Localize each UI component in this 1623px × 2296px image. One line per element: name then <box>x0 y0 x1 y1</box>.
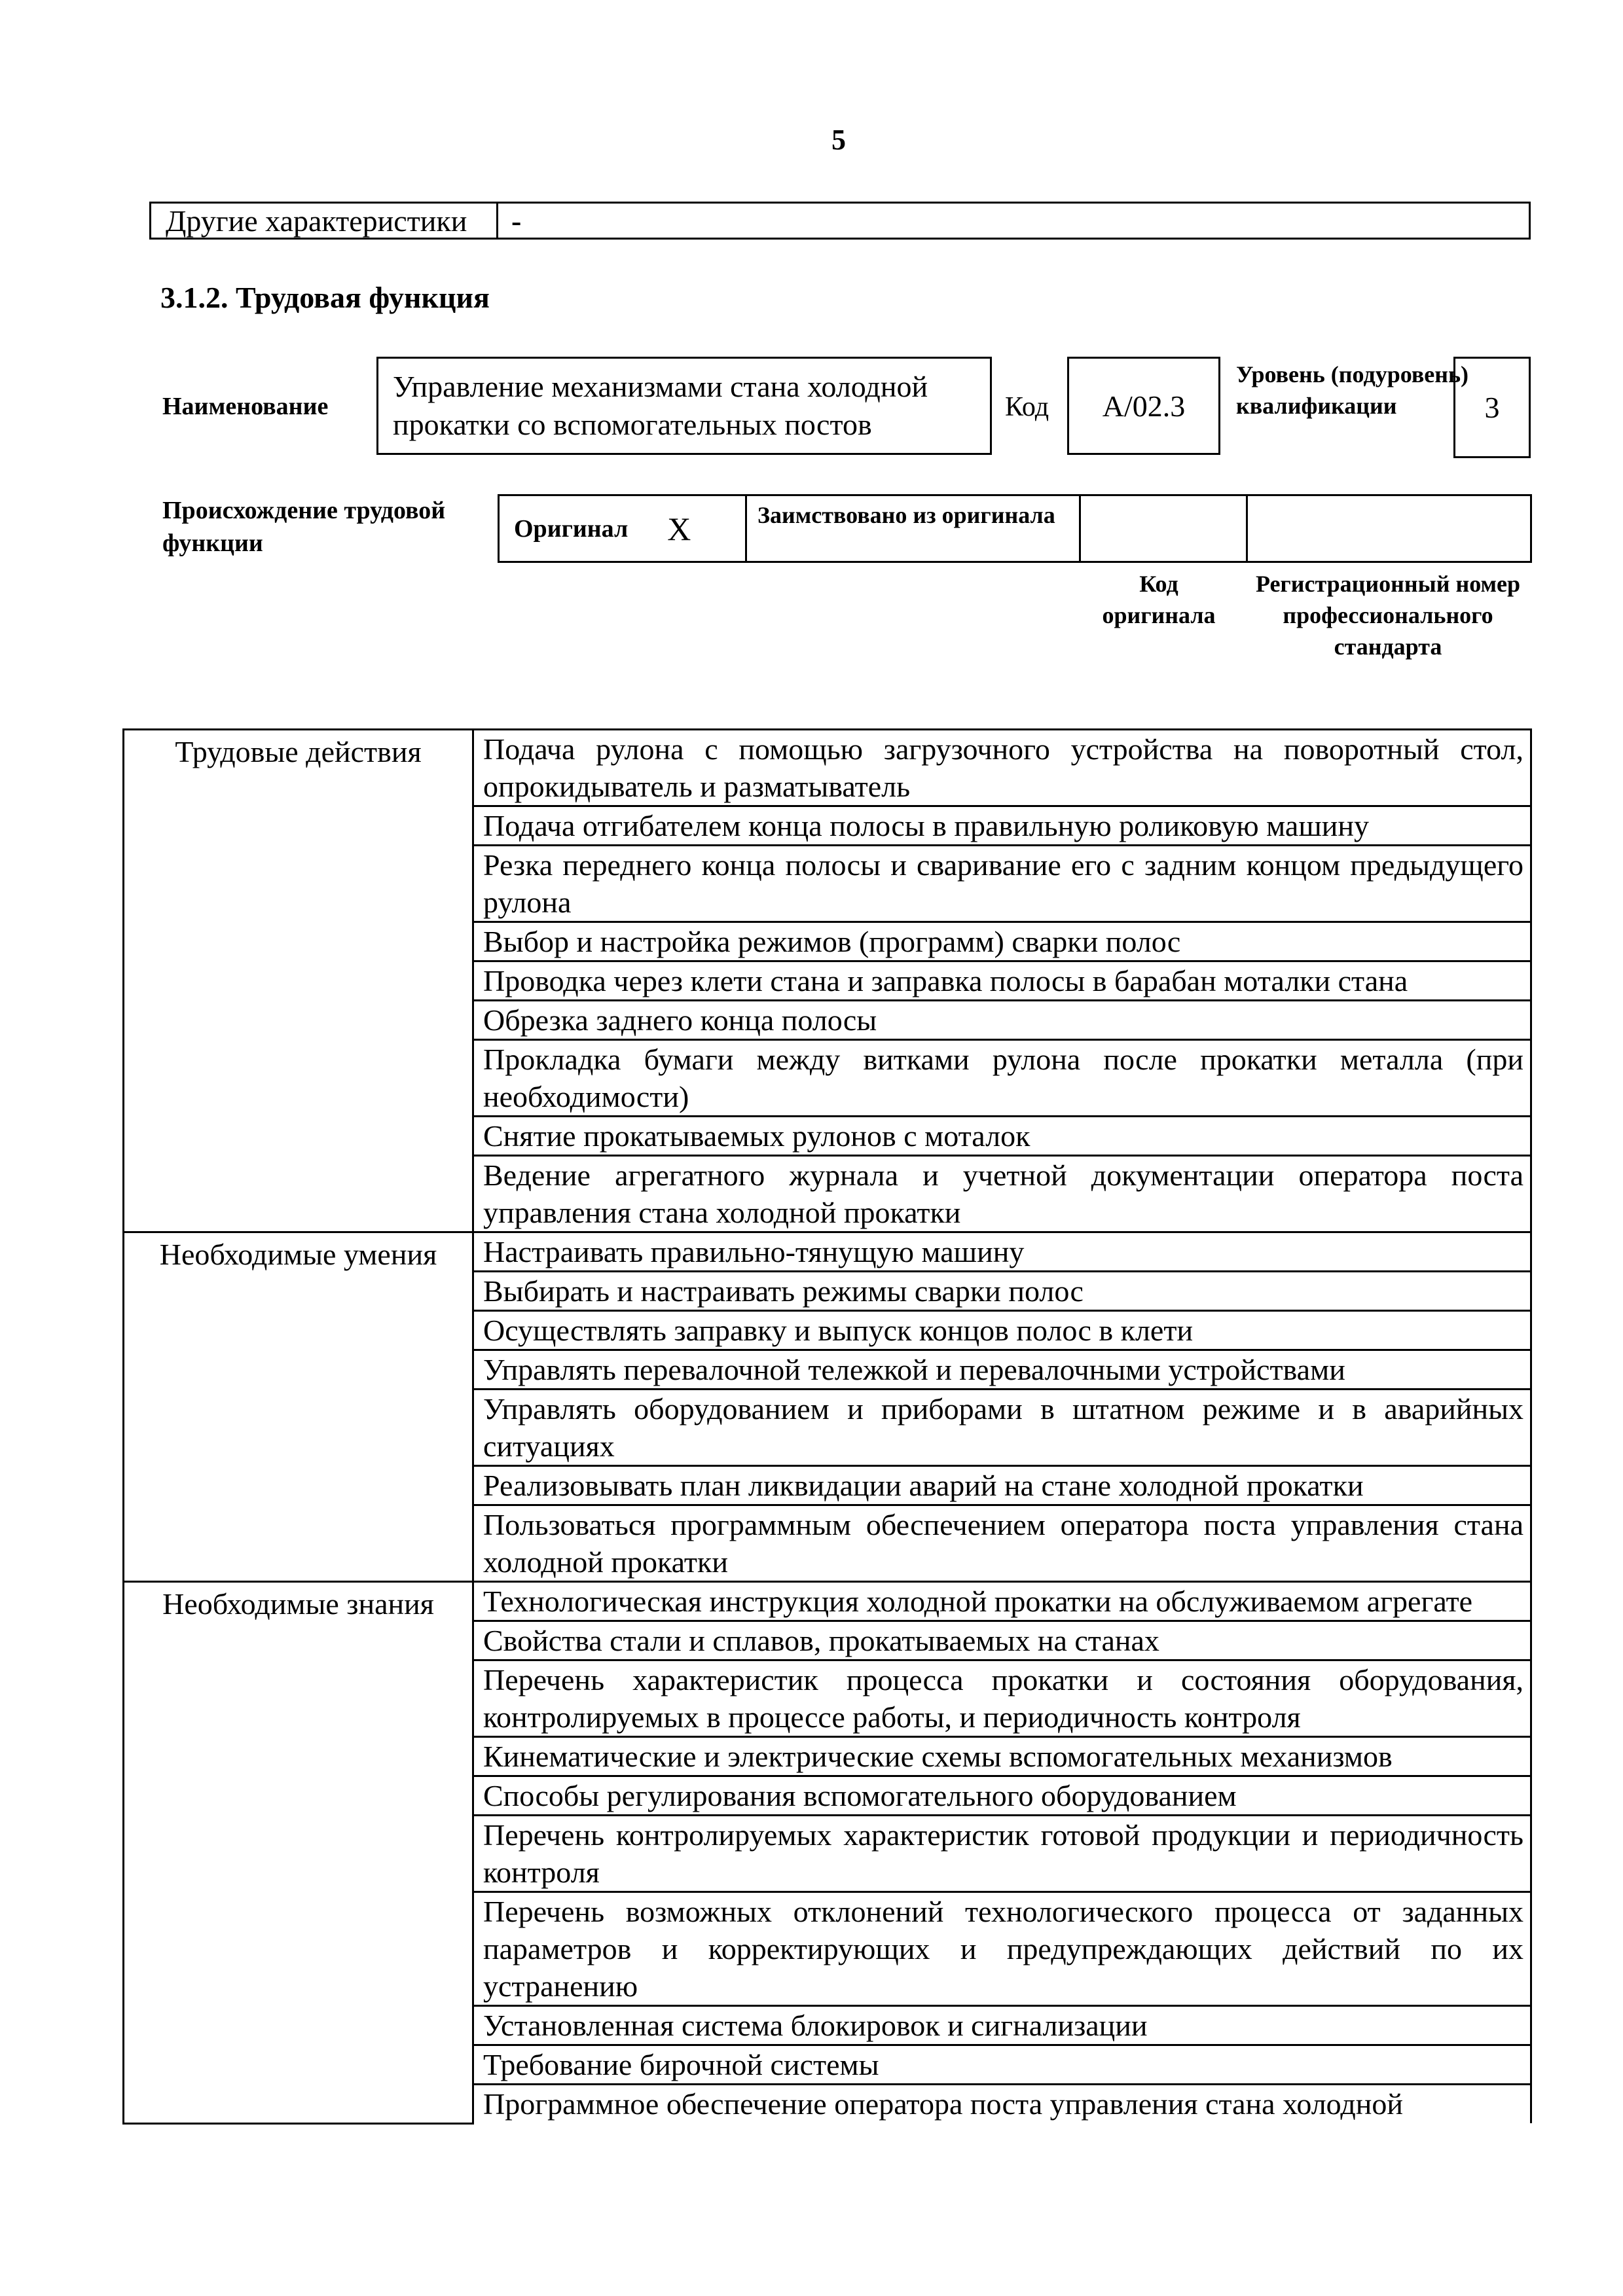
section-item: Прокладка бумаги между витками рулона после прокатки металла (при необходимости) <box>473 1040 1531 1117</box>
other-characteristics-value: - <box>511 204 522 238</box>
qualification-level-box: 3 <box>1453 357 1531 458</box>
section-item: Пользоваться программным обеспечением оператора поста управления стана холодной прокатки <box>473 1505 1531 1582</box>
code-label: Код <box>1005 392 1049 422</box>
section-item: Осуществлять заправку и выпуск концов полос в клети <box>473 1311 1531 1350</box>
section-item: Реализовывать план ликвидации аварий на стане холодной прокатки <box>473 1466 1531 1505</box>
section-item: Требование бирочной системы <box>473 2045 1531 2085</box>
name-label: Наименование <box>162 393 329 420</box>
original-code-caption: Код оригинала <box>1102 571 1216 628</box>
borrowed-label: Заимствовано из оригинала <box>757 502 1055 528</box>
original-mark: X <box>667 510 691 547</box>
section-item: Настраивать правильно-тянущую машину <box>473 1232 1531 1272</box>
section-category-label: Трудовые действия <box>124 730 473 1232</box>
section-item: Выбирать и настраивать режимы сварки полос <box>473 1272 1531 1311</box>
section-item: Управлять перевалочной тележкой и перевалочными устройствами <box>473 1350 1531 1390</box>
other-characteristics-label: Другие характеристики <box>151 204 498 238</box>
table-row <box>124 730 1531 806</box>
section-item: Установленная система блокировок и сигнализации <box>473 2006 1531 2045</box>
section-item: Способы регулирования вспомогательного оборудованием <box>473 1776 1531 1816</box>
original-code-cell <box>1081 496 1248 561</box>
function-code-box: A/02.3 <box>1067 357 1220 455</box>
original-cell <box>500 496 747 561</box>
registration-number-cell <box>1248 496 1530 561</box>
origin-row <box>498 494 1532 563</box>
section-item: Перечень контролируемых характеристик готовой продукции и периодичность контроля <box>473 1816 1531 1892</box>
section-item: Программное обеспечение оператора поста управления стана холодной <box>473 2085 1531 2124</box>
registration-number-caption: Регистрационный номер профессионального стандарта <box>1255 571 1521 660</box>
original-label: Оригинал <box>514 514 629 543</box>
section-item: Свойства стали и сплавов, прокатываемых на станах <box>473 1621 1531 1660</box>
section-item: Технологическая инструкция холодной прокатки на обслуживаемом агрегате <box>473 1582 1531 1621</box>
table-row <box>124 1582 1531 1621</box>
page-number: 5 <box>831 124 846 156</box>
section-item: Резка переднего конца полосы и сваривание его с задним концом предыдущего рулона <box>473 846 1531 922</box>
borrowed-cell <box>747 496 1081 561</box>
section-item: Кинематические и электрические схемы вспомогательных механизмов <box>473 1737 1531 1776</box>
section-item: Перечень характеристик процесса прокатки и состояния оборудования, контролируемых в процессе работы, и периодичность контроля <box>473 1660 1531 1737</box>
qualification-level-label: Уровень (подуровень) квалификации <box>1236 361 1469 419</box>
section-item: Снятие прокатываемых рулонов с моталок <box>473 1117 1531 1156</box>
section-category-label: Необходимые умения <box>124 1232 473 1582</box>
table-row <box>124 1232 1531 1272</box>
section-item: Перечень возможных отклонений технологического процесса от заданных параметров и корректирующих и предупреждающих действий по их устранению <box>473 1892 1531 2006</box>
section-item: Подача рулона с помощью загрузочного устройства на поворотный стол, опрокидыватель и разматыватель <box>473 730 1531 806</box>
section-title: 3.1.2. Трудовая функция <box>160 281 490 314</box>
origin-label: Происхождение трудовой функции <box>162 497 446 557</box>
function-details-table <box>122 728 1532 2125</box>
section-item: Подача отгибателем конца полосы в правильную роликовую машину <box>473 806 1531 846</box>
function-name-box: Управление механизмами стана холодной прокатки со вспомогательных постов <box>376 357 992 455</box>
section-item: Проводка через клети стана и заправка полосы в барабан моталки стана <box>473 961 1531 1001</box>
section-item: Ведение агрегатного журнала и учетной документации оператора поста управления стана холодной прокатки <box>473 1156 1531 1232</box>
section-item: Управлять оборудованием и приборами в штатном режиме и в аварийных ситуациях <box>473 1390 1531 1466</box>
section-category-label: Необходимые знания <box>124 1582 473 2124</box>
other-characteristics-row <box>149 202 1531 240</box>
section-item: Выбор и настройка режимов (программ) сварки полос <box>473 922 1531 961</box>
section-item: Обрезка заднего конца полосы <box>473 1001 1531 1040</box>
